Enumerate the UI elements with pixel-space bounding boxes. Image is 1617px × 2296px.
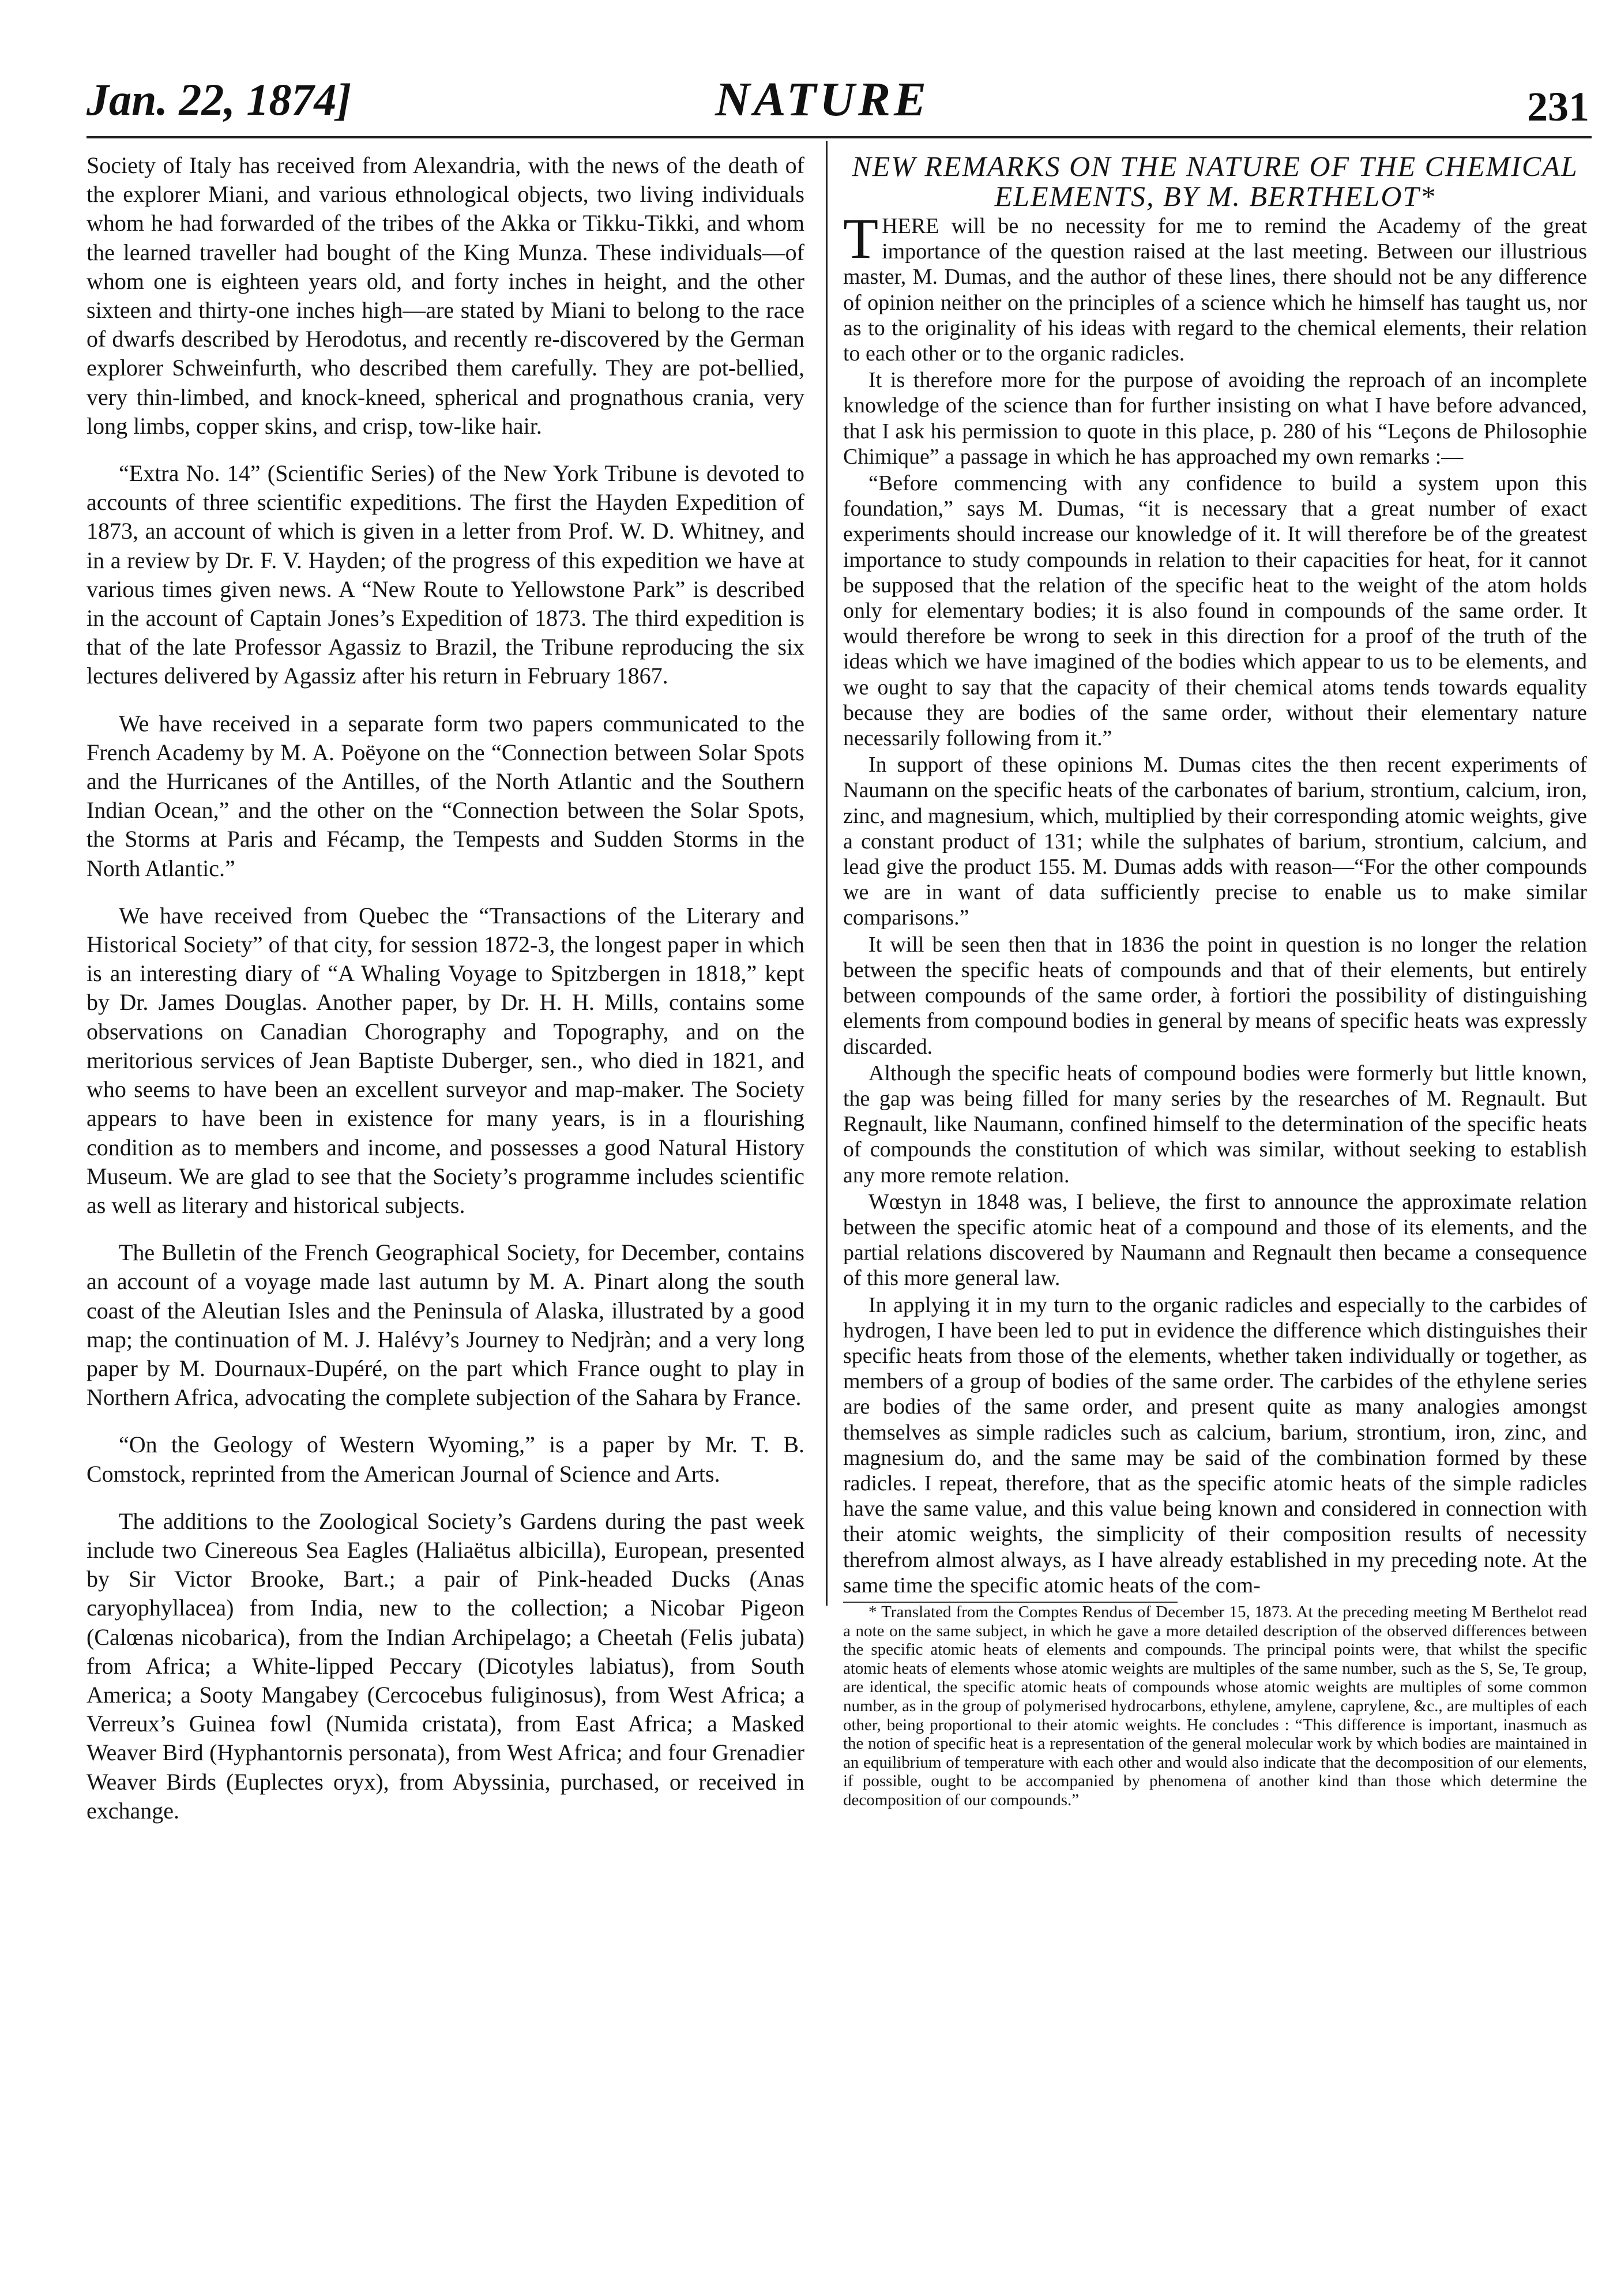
news-paragraph: “On the Geology of Western Wyoming,” is a paper by Mr. T. B. Comstock, reprinted from the American Journal of Science and Arts. xyxy=(87,1431,804,1487)
article-paragraph: In applying it in my turn to the organic radicles and especially to the carbides of hydrogen, I have been led to put in evidence the difference which distinguishes their specific heats from those of the elements, whether taken individually or together, as members of a group of bodies of the same order. The carbides of the ethylene series are bodies of the same order, and present quite as many analogies amongst themselves as simple radicles such as calcium, barium, strontium, iron, zinc, and magnesium do, and the same may be said of the combination formed by these radicles. I repeat, therefore, that as the specific atomic heats of the simple radicles have the same value, and this value being known and considered in connection with their atomic weights, the simplicity of their composition results of necessity therefrom almost always, as I have already established in my preceding note. At the same time the specific atomic heats of the com- xyxy=(843,1292,1587,1598)
article-paragraph: “Before commencing with any confidence to build a system upon this foundation,” says M. Dumas, “it is necessary that a great number of exact experiments should increase our knowledge of it. It will therefore be of the greatest importance to study compounds in relation to their capacities for heat, for it cannot be supposed that the relation of the specific heat to the weight of the atom holds only for elementary bodies; it is also found in compounds of the same order. It would therefore be wrong to seek in this direction for a proof of the truth of the ideas which we have imagined of the bodies which appear to us to be elements, and we ought to say that the capacity of their chemical atoms tends towards equality because they are bodies of the same order, without their elementary nature necessarily following from it.” xyxy=(843,471,1587,751)
article-paragraph: In support of these opinions M. Dumas cites the then recent experiments of Naumann on the specific heats of the carbonates of barium, strontium, calcium, iron, zinc, and magnesium, which, multiplied by their corresponding atomic weights, give a constant product of 131; while the sulphates of barium, strontium, calcium, and lead give the product 155. M. Dumas adds with reason—“For the other compounds we are in want of data sufficiently precise to enable us to make similar comparisons.” xyxy=(843,753,1587,930)
article-paragraph: Although the specific heats of compound bodies were formerly but little known, the gap was being filled for many series by the researches of M. Regnault. But Regnault, like Naumann, confined himself to the determination of the specific heats of compounds the constitution of which was similar, without seeking to establish any more remote relation. xyxy=(843,1061,1587,1188)
article-paragraph: It is therefore more for the purpose of avoiding the reproach of an incomplete knowledge of the science than for further insisting on what I have before advanced, that I ask his permission to quote in this place, p. 280 of his “Leçons de Philosophie Chimique” a passage in which he has approached my own remarks :— xyxy=(843,368,1587,469)
drop-cap: T xyxy=(843,206,879,270)
footnote: * Translated from the Comptes Rendus of December 15, 1873. At the preceding meeting M Berthelot read a note on the same subject, in which he gave a more detailed description of the observed differences between the specific atomic heats of elements and compounds. The principal points were, that whilst the specific atomic heats of elements whose atomic weights are multiples of the same number, such as the S, Se, Te group, are identical, the specific atomic heats of compounds whose atomic weights are multiples of some common number, as in the group of polymerised hydrocarbons, ethylene, amylene, caprylene, &c., are multiples of each other, being proportional to their atomic weights. He concludes : “This difference is important, inasmuch as the notion of specific heat is a representation of the general molecular work by which bodies are maintained in an equilibrium of temperature with each other and would also indicate that the decomposition of our elements, if possible, ought to be accompanied by phenomena of another kind than those which determine the decomposition of our compounds.” xyxy=(843,1602,1587,1809)
left-column xyxy=(87,151,804,1844)
column-divider xyxy=(826,141,828,1606)
journal-title: NATURE xyxy=(715,73,930,126)
right-column xyxy=(843,151,1587,1811)
page-number: 231 xyxy=(1527,84,1589,130)
news-paragraph: “Extra No. 14” (Scientific Series) of the New York Tribune is devoted to accounts of three scientific expeditions. The first the Hayden Expedition of 1873, an account of which is given in a letter from Prof. W. D. Whitney, and in a review by Dr. F. V. Hayden; of the progress of this expedition we have at various times given news. A “New Route to Yellowstone Park” is described in the account of Captain Jones’s Expedition of 1873. The third expedition is that of the late Professor Agassiz to Brazil, the Tribune reproducing the six lectures delivered by Agassiz after his return in February 1867. xyxy=(87,460,804,689)
news-paragraph: The Bulletin of the French Geographical Society, for December, contains an account of a voyage made last autumn by M. A. Pinart along the south coast of the Aleutian Isles and the Peninsula of Alaska, illustrated by a good map; the continuation of M. J. Halévy’s Journey to Nedjràn; and a very long paper by M. Dournaux-Dupéré, on the part which France ought to play in Northern Africa, advocating the complete subjection of the Sahara by France. xyxy=(87,1239,804,1411)
news-paragraph: The additions to the Zoological Society’s Gardens during the past week include two Cinereous Sea Eagles (Haliaëtus albicilla), European, presented by Sir Victor Brooke, Bart.; a pair of Pink-headed Ducks (Anas caryophyllacea) from India, new to the collection; a Nicobar Pigeon (Calœnas nicobarica), from the Indian Archipelago; a Cheetah (Felis jubata) from Africa; a White-lipped Peccary (Dicotyles labiatus), from South America; a Sooty Mangabey (Cercocebus fuliginosus), from West Africa; a Verreux’s Guinea fowl (Numida cristata), from East Africa; a Masked Weaver Bird (Hyphantornis personata), from West Africa; and four Grenadier Weaver Birds (Euplectes oryx), from Abyssinia, purchased, or received in exchange. xyxy=(87,1508,804,1824)
article-paragraph: Wœstyn in 1848 was, I believe, the first to announce the approximate relation between the specific atomic heat of a compound and those of its elements, and the partial relations discovered by Naumann and Regnault then became a consequence of this more general law. xyxy=(843,1189,1587,1291)
header-rule xyxy=(87,136,1592,138)
news-paragraph: We have received in a separate form two papers communicated to the French Academy by M. A. Poëyone on the “Connection between Solar Spots and the Hurricanes of the Antilles, of the North Atlantic and the Southern Indian Ocean,” and the other on the “Connection between the Solar Spots, the Storms at Paris and Fécamp, the Tempests and Sudden Storms in the North Atlantic.” xyxy=(87,710,804,881)
issue-date: Jan. 22, 1874] xyxy=(87,74,352,125)
article-title: NEW REMARKS ON THE NATURE OF THE CHEMICAL ELEMENTS, BY M. BERTHELOT* xyxy=(852,150,1578,212)
news-paragraph: We have received from Quebec the “Transactions of the Literary and Historical Society” of that city, for session 1872-3, the longest paper in which is an interesting diary of “A Whaling Voyage to Spitzbergen in 1818,” kept by Dr. James Douglas. Another paper, by Dr. H. H. Mills, contains some observations on Canadian Chorography and Topography, and on the meritorious services of Jean Baptiste Duberger, sen., who died in 1821, and who seems to have been an excellent surveyor and map-maker. The Society appears to have been in existence for many years, is in a flourishing condition as to members and income, and possesses a good Natural History Museum. We are glad to see that the Society’s programme includes scientific as well as literary and historical subjects. xyxy=(87,902,804,1218)
article-paragraph xyxy=(843,206,1587,366)
news-paragraph: Society of Italy has received from Alexandria, with the news of the death of the explorer Miani, and various ethnological objects, two living individuals whom he had forwarded of the tribes of the Akka or Tikku-Tikki, and whom the learned traveller had bought of the King Munza. These individuals—of whom one is eighteen years old, and forty inches in height, and the other sixteen and thirty-one inches high—are stated by Miani to belong to the race of dwarfs described by Herodotus, and recently re-discovered by the German explorer Schweinfurth, who described them carefully. They are pot-bellied, very thin-limbed, and knock-kneed, spherical and prognathous crania, very long limbs, copper skins, and crisp, tow-like hair. xyxy=(87,152,804,439)
article-paragraph: It will be seen then that in 1836 the point in question is no longer the relation between the specific heats of compounds and that of their elements, but entirely between compounds of the same order, à fortiori the possibility of distinguishing elements from compound bodies in general by means of specific heats was expressly discarded. xyxy=(843,932,1587,1059)
article-paragraph-text: HERE will be no necessity for me to remind the Academy of the great importance of the question raised at the last meeting. Between our illustrious master, M. Dumas, and the author of these lines, there should not be any difference of opinion neither on the principles of a science which he himself has taught us, nor as to the originality of his ideas with regard to the chemical elements, their relation to each other or to the organic radicles. xyxy=(843,214,1587,366)
